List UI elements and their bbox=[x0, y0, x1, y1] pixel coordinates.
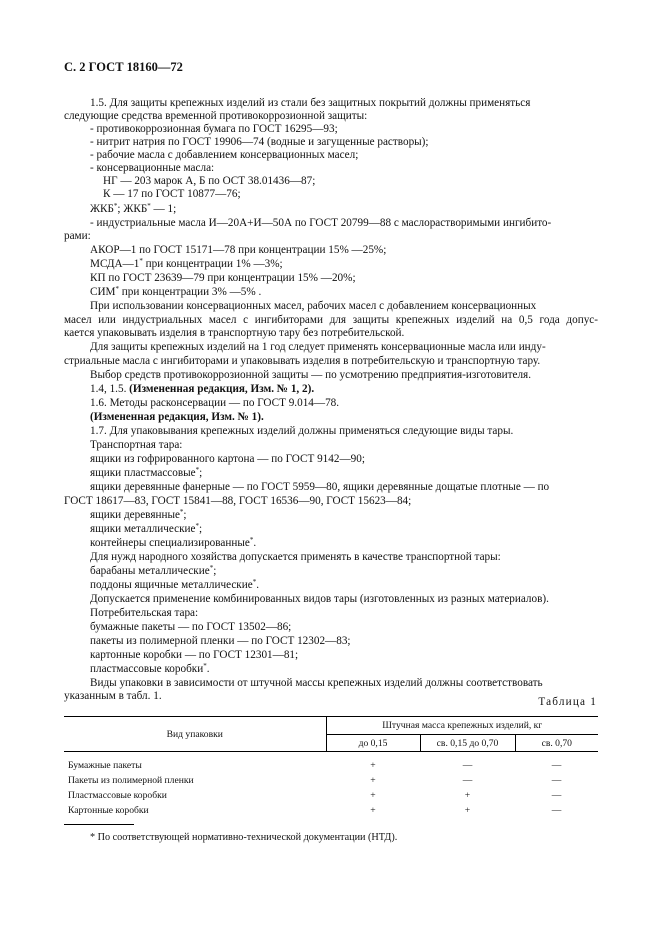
col-header-mass-1: до 0,15 bbox=[326, 735, 420, 752]
text-line: 1.6. Методы расконсервации — по ГОСТ 9.014—78. bbox=[90, 397, 340, 409]
col-header-mass: Штучная масса крепежных изделий, кг bbox=[326, 717, 598, 735]
text-line: КП по ГОСТ 23639—79 при концентрации 15% —20%; bbox=[90, 272, 356, 284]
text-line: ящики из гофрированного картона — по ГОСТ 9142—90; bbox=[90, 453, 365, 465]
table-caption: Таблица 1 bbox=[538, 696, 597, 708]
page-header: С. 2 ГОСТ 18160—72 bbox=[64, 60, 183, 74]
col-header-mass-2: св. 0,15 до 0,70 bbox=[420, 735, 515, 752]
cell: — bbox=[551, 790, 562, 801]
text-line: Транспортная тара: bbox=[90, 439, 183, 451]
text-line: Для нужд народного хозяйства допускается применять в качестве транспортной тары: bbox=[90, 551, 501, 563]
text-line: ящики деревянные фанерные — по ГОСТ 5959—80, ящики деревянные дощатые плотные — по bbox=[90, 481, 550, 493]
text-line: Потребительская тара: bbox=[90, 607, 199, 619]
text-line: АКОР—1 по ГОСТ 15171—78 при концентрации 15% —25%; bbox=[90, 244, 387, 256]
text-line: пластмассовые коробки*. bbox=[90, 662, 210, 675]
col-header-mass-3: св. 0,70 bbox=[515, 735, 598, 752]
text-line: ЖКБ*; ЖКБ* — 1; bbox=[90, 202, 177, 215]
text-line: ящики металлические*; bbox=[90, 522, 203, 535]
text-line: бумажные пакеты — по ГОСТ 13502—86; bbox=[90, 621, 292, 633]
text-line: 1.7. Для упаковывания крепежных изделий должны применяться следующие виды тары. bbox=[90, 425, 514, 437]
text-line: Для защиты крепежных изделий на 1 год следует применять консервационные масла или инду- bbox=[90, 341, 546, 353]
row-name: Бумажные пакеты bbox=[68, 760, 142, 771]
text-line: - индустриальные масла И—20А+И—50А по ГОСТ 20799—88 с маслорастворимыми ингибито- bbox=[90, 217, 552, 229]
text-line: следующие средства временной противокоррозионной защиты: bbox=[64, 110, 368, 122]
text-line: МСДА—1* при концентрации 1% —3%; bbox=[90, 257, 283, 270]
cell: + bbox=[370, 790, 376, 801]
text-line: кается упаковывать изделия в транспортную тару без потребительской. bbox=[64, 327, 405, 339]
row-name: Пластмассовые коробки bbox=[68, 790, 167, 801]
text-line: При использовании консервационных масел, рабочих масел с добавлением консервационных bbox=[90, 300, 537, 312]
text-line: НГ — 203 марок А, Б по ОСТ 38.01436—87; bbox=[103, 175, 316, 187]
text-line: ящики деревянные*; bbox=[90, 508, 187, 521]
cell: + bbox=[464, 790, 471, 801]
text-line: рами: bbox=[64, 230, 91, 242]
cell: + bbox=[370, 760, 376, 771]
text-line: ящики пластмассовые*; bbox=[90, 466, 203, 479]
row-name: Пакеты из полимерной пленки bbox=[68, 775, 194, 786]
table-row bbox=[64, 773, 598, 788]
col-header-type: Вид упаковки bbox=[64, 717, 326, 752]
text-line: 1.4, 1.5. (Измененная редакция, Изм. № 1, 2). bbox=[90, 383, 315, 395]
cell: — bbox=[551, 775, 562, 786]
text-line: - нитрит натрия по ГОСТ 19906—74 (водные и загущенные растворы); bbox=[90, 136, 429, 148]
table-row bbox=[64, 803, 598, 818]
text-line: барабаны металлические*; bbox=[90, 564, 217, 577]
text-line: К — 17 по ГОСТ 10877—76; bbox=[103, 188, 241, 200]
text-line: указанным в табл. 1. bbox=[64, 690, 162, 702]
cell: — bbox=[551, 760, 562, 771]
text-line: стриальные масла с ингибиторами и упаковывать изделия в потребительскую и транспортную тару. bbox=[64, 355, 541, 367]
cell: + bbox=[370, 775, 376, 786]
text-line: - рабочие масла с добавлением консервационных масел; bbox=[90, 149, 359, 161]
row-name: Картонные коробки bbox=[68, 805, 149, 816]
footnote-divider bbox=[64, 824, 134, 825]
text-line: Допускается применение комбинированных видов тары (изготовленных из разных материалов). bbox=[90, 593, 549, 605]
text-line: Виды упаковки в зависимости от штучной массы крепежных изделий должны соответствовать bbox=[90, 677, 543, 689]
table-row bbox=[64, 758, 598, 773]
text-line: СИМ* при концентрации 3% —5% . bbox=[90, 285, 262, 298]
text-line: 1.5. Для защиты крепежных изделий из стали без защитных покрытий должны применяться bbox=[90, 97, 531, 109]
text-line: (Измененная редакция, Изм. № 1). bbox=[90, 411, 264, 423]
table-row bbox=[64, 788, 598, 803]
cell: — bbox=[462, 760, 473, 771]
text-line: - противокоррозионная бумага по ГОСТ 16295—93; bbox=[90, 123, 338, 135]
cell: + bbox=[464, 805, 471, 816]
cell: — bbox=[462, 775, 473, 786]
text-line: контейнеры специализированные*. bbox=[90, 536, 257, 549]
text-line: поддоны ящичные металлические*. bbox=[90, 578, 259, 591]
text-line: пакеты из полимерной пленки — по ГОСТ 12302—83; bbox=[90, 635, 351, 647]
text-line: ГОСТ 18617—83, ГОСТ 15841—88, ГОСТ 16536—90, ГОСТ 15623—84; bbox=[64, 495, 412, 507]
text-line: - консервационные масла: bbox=[90, 162, 215, 174]
text-line: картонные коробки — по ГОСТ 12301—81; bbox=[90, 649, 299, 661]
footnote: * По соответствующей нормативно-технической документации (НТД). bbox=[90, 832, 398, 843]
text-line: масел или индустриальных масел с ингибиторами для защиты крепежных изделий на 0,5 года допус- bbox=[64, 314, 598, 326]
cell: — bbox=[551, 805, 562, 816]
cell: + bbox=[370, 805, 376, 816]
text-line: Выбор средств противокоррозионной защиты — по усмотрению предприятия-изготовителя. bbox=[90, 369, 532, 381]
packaging-table bbox=[64, 716, 598, 818]
